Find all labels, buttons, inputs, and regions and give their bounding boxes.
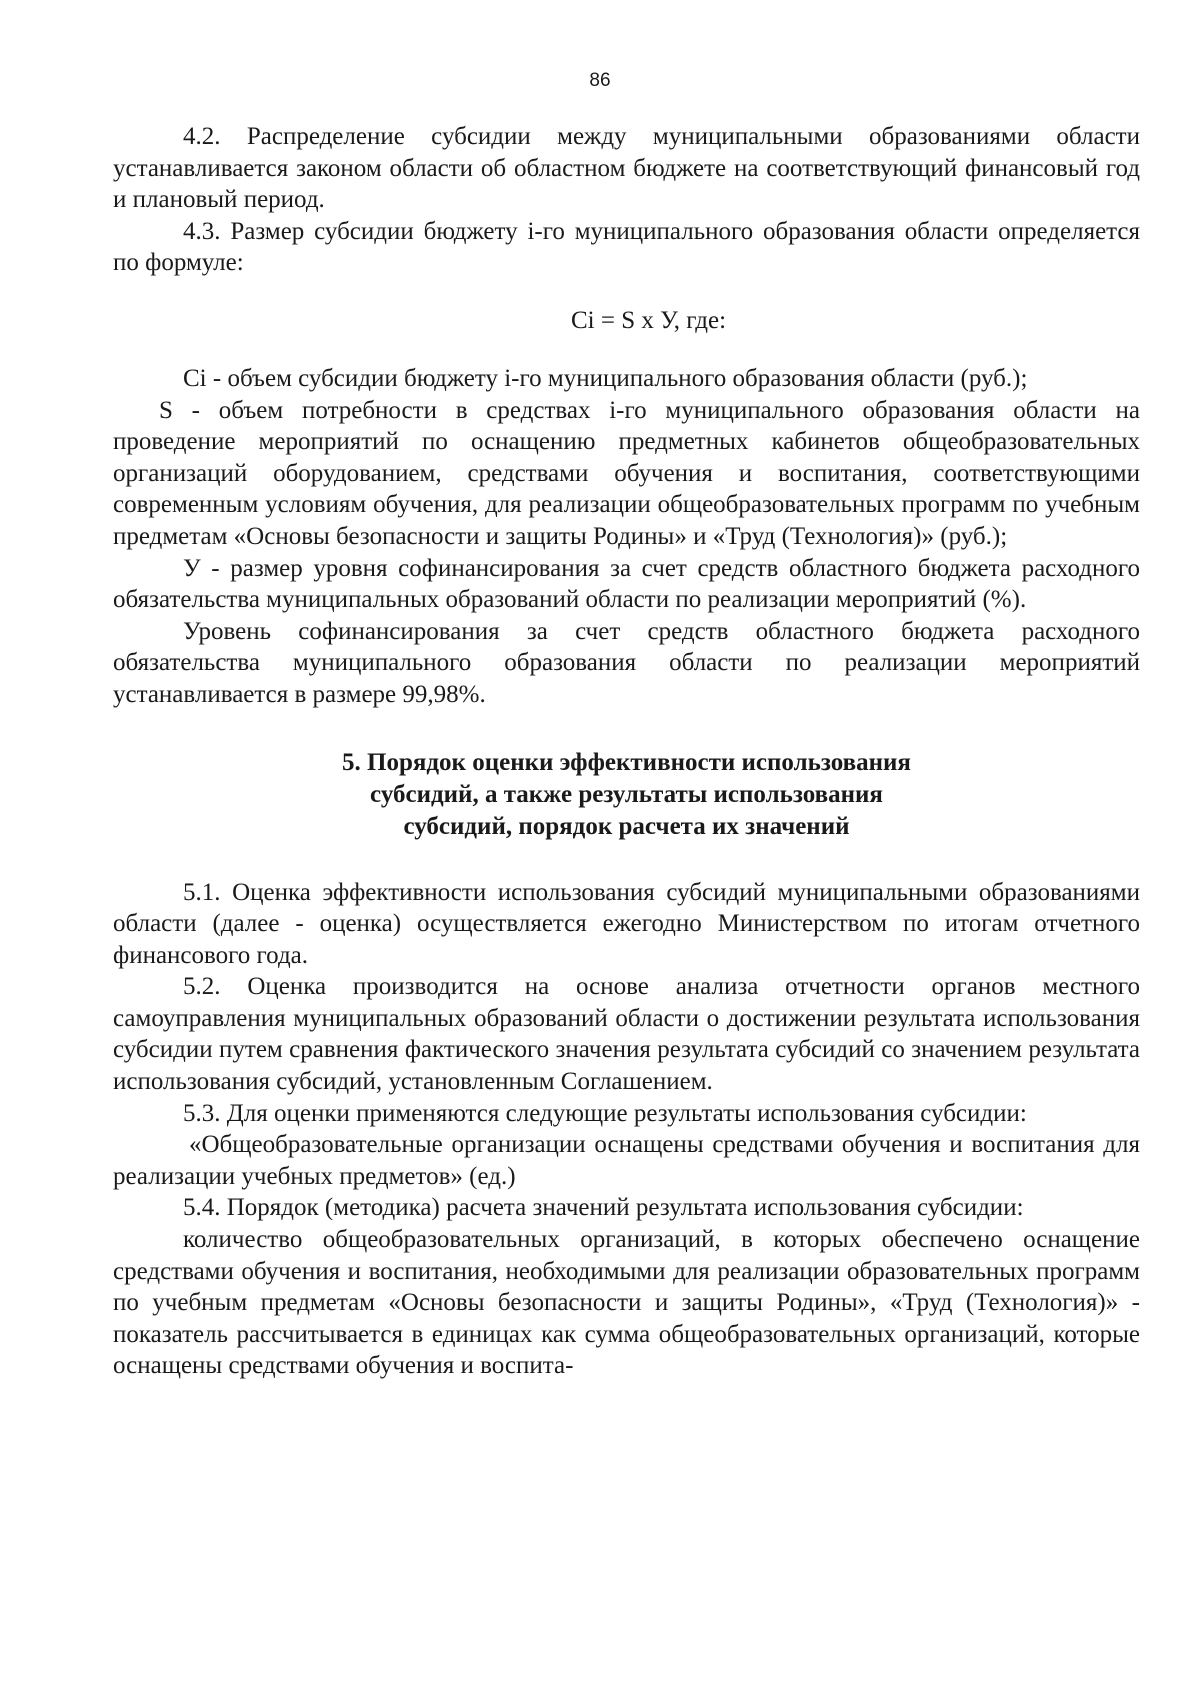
paragraph-5-1: 5.1. Оценка эффективности использования субсидий муниципальными образованиями области (далее - оценка) осуществляется ежегодно Министерством по итогам отчетного финансового года. [113, 878, 1140, 969]
definition-ci: Ci - объем субсидии бюджету i-го муниципального образования области (руб.); [183, 364, 1028, 392]
paragraph-4-3: 4.3. Размер субсидии бюджету i-го муниципального образования области определяется по формуле: [113, 217, 1140, 277]
result-indicator: «Общеобразовательные организации оснащены средствами обучения и воспитания для реализации учебных предметов» (ед.) [113, 1131, 1140, 1190]
page-number: 86 [589, 70, 611, 91]
definition-s: S - объем потребности в средствах i-го муниципального образования области на проведение мероприятий по оснащению предметных кабинетов общеобразовательных организаций оборудованием, средствами обучения и воспитания, соответствующими современным условиям обучения, для реализации общеобразовательных программ по учебным предметам «Основы безопасности и защиты Родины» и «Труд (Технология)» (руб.); [113, 396, 1140, 550]
formula: Ci = S x У, где: [571, 306, 727, 334]
paragraph-4-2: 4.2. Распределение субсидии между муниципальными образованиями области устанавливается законом области об областном бюджете на соответствующий финансовый год и плановый период. [113, 123, 1140, 214]
paragraph-5-4: 5.4. Порядок (методика) расчета значений результата использования субсидии: [183, 1194, 1024, 1222]
heading-line-1: 5. Порядок оценки эффективности использования [342, 748, 911, 776]
cofinancing-level: Уровень софинансирования за счет средств областного бюджета расходного обязательства муниципального образования области по реализации мероприятий устанавливается в размере 99,98%. [113, 617, 1140, 708]
paragraph-5-3: 5.3. Для оценки применяются следующие результаты использования субсидии: [183, 1099, 1027, 1127]
paragraph-5-2: 5.2. Оценка производится на основе анализа отчетности органов местного самоуправления муниципальных образований области о достижении результата использования субсидии путем сравнения фактического значения результата субсидий со значением результата использования субсидий, установленным Соглашением. [113, 973, 1140, 1096]
definition-u: У - размер уровня софинансирования за счет средств областного бюджета расходного обязательства муниципальных образований области по реализации мероприятий (%). [113, 554, 1140, 614]
calculation-method: количество общеобразовательных организаций, в которых обеспечено оснащение средствами обучения и воспитания, необходимыми для реализации образовательных программ по учебным предметам «Основы безопасности и защиты Родины», «Труд (Технология)» - показатель рассчитывается в единицах как сумма общеобразовательных организаций, которые оснащены средствами обучения и воспита- [113, 1226, 1140, 1380]
section-5-heading [113, 747, 1140, 843]
heading-line-2: субсидий, а также результаты использования [370, 780, 883, 808]
heading-line-3: субсидий, порядок расчета их значений [403, 812, 850, 840]
document-body [113, 121, 1140, 1382]
